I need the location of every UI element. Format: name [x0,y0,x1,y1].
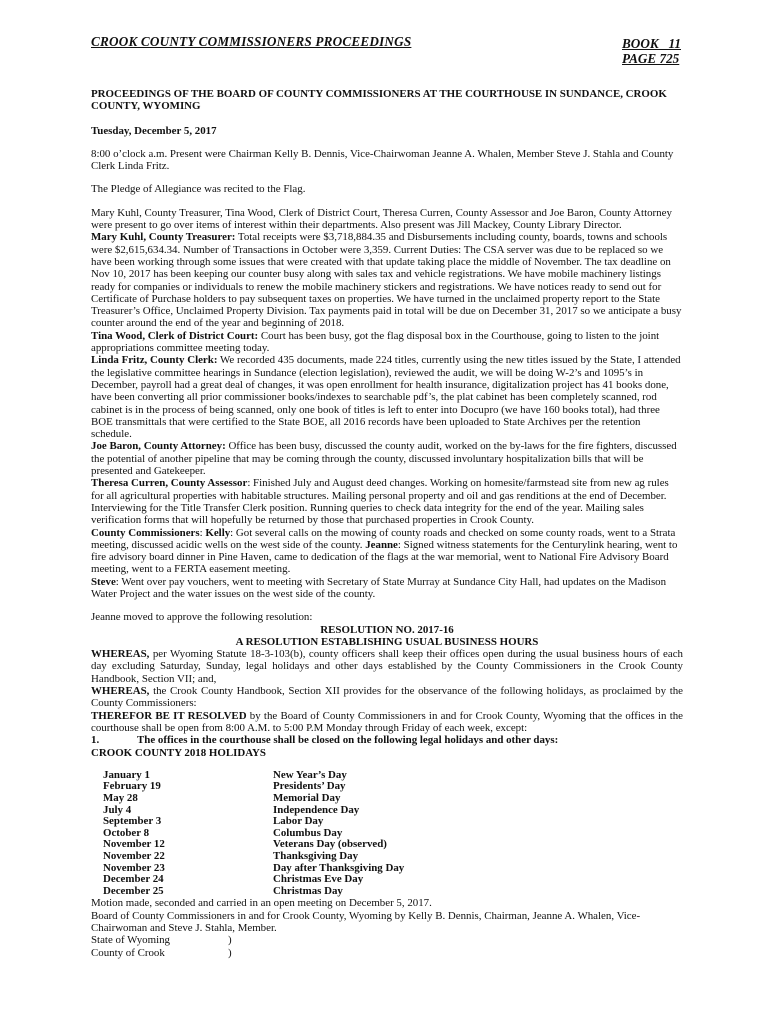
commissioner-jeanne: Jeanne [365,538,398,551]
venue-state [91,934,683,946]
holiday-name: Thanksgiving Day [273,850,359,862]
report-name: Theresa Curren, County Assessor [91,477,248,490]
resolution-item-1 [91,734,683,746]
holiday-date: December 25 [103,884,164,897]
therefore-clause [91,710,683,735]
holiday-date: November 23 [103,861,165,874]
holiday-date: January 1 [103,768,150,781]
holiday-date: November 12 [103,838,165,851]
holiday-row [103,863,683,875]
report-attorney [91,440,683,477]
venue-county [91,947,683,959]
whereas-text: the Crook County Handbook, Section XII provides for the observance of the following holidays, as proclaimed by the County Commissioners: [91,685,683,710]
whereas-1 [91,648,683,685]
therefore-label: THEREFOR BE IT RESOLVED [91,709,247,722]
holiday-name: Veterans Day (observed) [273,838,387,851]
intro-paragraph: 8:00 o’clock a.m. Present were Chairman Kelly B. Dennis, Vice-Chairwoman Jeanne A. Whalen, Member Steve J. Stahla and County Clerk Linda Fritz. [91,147,674,173]
closing-board: Board of County Commissioners in and for Crook County, Wyoming by Kelly B. Dennis, Chairman, Jeanne A. Whalen, Vice-Chairwoman and Steve J. Stahla, Member. [91,909,641,934]
document-page [91,36,683,959]
pledge-paragraph: The Pledge of Allegiance was recited to the Flag. [91,183,306,196]
report-text: We recorded 435 documents, made 224 titles, currently using the new titles issued by the State, I attended the legislative committee hearings in Sundance (election legislation), reviewed the audit, we will be doing W-2’s and 1095’s in December, payroll had a great deal of changes, it was open enrollment for health insurance, digitalization project has 41 books done, have been converting all prior commissioner books/indexes to searchable pdf’s, the plat cabinet has been completely scanned, rod cabinet is in the process of being scanned, only one book of titles is left to enter into Docupro (we have 160 books total), had three BOE transmittals that were certified to the State BOE, all 2016 records have been uploaded to State Archives per the retention schedule. [91,354,681,441]
commissioner-kelly: Kelly [205,526,231,539]
book-number: BOOK 11 [622,36,681,51]
resolution-number: RESOLUTION NO. 2017-16 [320,623,454,636]
holiday-row [103,816,683,828]
holiday-date: May 28 [103,792,138,805]
county-label: County of Crook [91,946,165,959]
holidays-title: CROOK COUNTY 2018 HOLIDAYS [91,746,266,759]
present-paragraph: Mary Kuhl, County Treasurer, Tina Wood, Clerk of District Court, Theresa Curren, County Assessor and Joe Baron, County Attorney were present to go over items of interest within their departments. Also present was Jill Mackey, County Library Director. [91,206,672,232]
meeting-date: Tuesday, December 5, 2017 [91,124,217,137]
header-title: CROOK COUNTY COMMISSIONERS PROCEEDINGS [91,34,412,49]
report-text: Total receipts were $3,718,884.35 and Disbursements including county, boards, towns and schools were $2,615,634.34. Number of Transactions in October were 3,359. Current Duties: The CSA server was due to be replaced so we have been working through some issues that were created with that update taking place the middle of November. The tax deadline on Nov 10, 2017 has been keeping our counter busy along with sales tax and vehicle registrations. We have mobile machinery listings ready for companies or individuals to renew the mobile machinery stickers and registrations. We have notices ready to send out for Certificate of Purchase holders to pay subsequent taxes on properties. We have turned in the unclaimed property report to the State Treasurer’s Office, Unclaimed Property Division. Tax payments paid in total will be due on December 31, 2017 so we anticipate a busy counter around the end of the year and beginning of 2018. [91,231,682,330]
motion-intro: Jeanne moved to approve the following resolution: [91,611,313,624]
closing-motion: Motion made, seconded and carried in an open meeting on December 5, 2017. [91,897,432,910]
county-brace: ) [228,946,232,959]
holiday-row [103,781,683,793]
book-page-reference [622,36,681,66]
commissioner-kelly-text: : Got several calls on the mowing of county roads and checked on some county roads, went to a Strata meeting, discussed acidic wells on the west side of the county. [91,526,676,551]
holiday-name: Columbus Day [273,826,343,839]
holiday-date: July 4 [103,803,132,816]
holiday-date: September 3 [103,815,162,828]
report-text: : Finished July and August deed changes. Working on homesite/farmstead site from new ag rules for all agricultural properties with habitable structures. Mailing personal property and oil and gas renditions at the end of December. Interviewing for the Title Transfer Clerk position. Running queries to check data integrity for the end of the year. Mailing sales verification forms that will hopefully be returned by those that purchased properties in Crook County. [91,477,669,527]
report-text: Court has been busy, got the flag disposal box in the Courthouse, going to listen to the joint appropriations committee meeting today. [91,329,660,355]
report-district-court [91,330,683,355]
commissioners-label: County Commissioners [91,526,200,539]
whereas-label: WHEREAS, [91,648,150,661]
report-name: Mary Kuhl, County Treasurer: [91,231,236,244]
holiday-date: November 22 [103,850,165,862]
report-name: Joe Baron, County Attorney: [91,440,226,453]
report-text: Office has been busy, discussed the county audit, worked on the by-laws for the fire fighters, discussed the potential of another pipeline that may be coming through the county, discussed involuntary hospitalization bills that will be presented and Gatekeeper. [91,440,677,478]
holiday-row [103,874,683,886]
whereas-2 [91,685,683,710]
commissioner-steve: Steve [91,575,116,588]
holiday-row [103,793,683,805]
state-label: State of Wyoming [91,934,170,947]
whereas-label: WHEREAS, [91,685,150,698]
holiday-name: Christmas Day [273,884,343,897]
holiday-row [103,770,683,782]
holiday-date: December 24 [103,873,164,886]
report-clerk [91,354,683,440]
report-name: Linda Fritz, County Clerk: [91,354,218,367]
holiday-name: Labor Day [273,815,324,828]
report-treasurer [91,231,683,329]
resolution-title: A RESOLUTION ESTABLISHING USUAL BUSINESS HOURS [235,635,539,648]
holiday-name: Memorial Day [273,792,341,805]
holiday-row [103,828,683,840]
holiday-name: Day after Thanksgiving Day [273,861,405,874]
commissioner-steve-text: : Went over pay vouchers, went to meeting with Secretary of State Murray at Sundance City Hall, had updates on the Madison Water Project and the water issues on the west side of the county. [91,575,667,600]
holiday-name: Presidents’ Day [273,780,346,793]
report-commissioner-steve [91,576,683,601]
holiday-row [103,805,683,817]
holiday-name: Christmas Eve Day [273,873,364,886]
item-text: The offices in the courthouse shall be closed on the following legal holidays and other days: [137,734,559,747]
page-header [91,36,683,66]
holiday-row [103,839,683,851]
item-number: 1. [91,734,100,747]
holiday-name: Independence Day [273,803,360,816]
holiday-row [103,886,683,898]
page-number: PAGE 725 [622,51,680,66]
holiday-date: February 19 [103,780,161,793]
report-commissioners: County Commissioners: Kelly: Got several calls on the mowing of county roads and checked on some county roads, went to a Strata meeting, discussed acidic wells on the west side of the county. Jeanne: Signed witness statements for the Centurylink hearing, went to fire advisory board dinner in Pine Haven, came to dedication of the flags at the war memorial, went to National Fire Advisory Board meeting, went to a FERTA easement meeting. [91,526,678,576]
commissioner-jeanne-text: : Signed witness statements for the Centurylink hearing, went to fire advisory board dinner in Pine Haven, came to dedication of the flags at the war memorial, went to National Fire Advisory Board meeting, went to a FERTA easement meeting. [91,538,678,576]
report-name: Tina Wood, Clerk of District Court: [91,329,259,342]
proceedings-heading: PROCEEDINGS OF THE BOARD OF COUNTY COMMISSIONERS AT THE COURTHOUSE IN SUNDANCE, CROOK COUNTY, WYOMING [91,88,667,113]
holiday-date: October 8 [103,826,150,839]
holiday-list [103,770,683,898]
whereas-text: per Wyoming Statute 18-3-103(b), county officers shall keep their offices open during the usual business hours of each day excluding Saturday, Sunday, legal holidays and other days established by the County Commissioners in the Crook County Handbook, Section VII; and, [91,648,683,685]
state-brace: ) [228,934,232,947]
therefore-text: by the Board of County Commissioners in and for Crook County, Wyoming that the offices in the courthouse shall be open from 8:00 A.M. to 5:00 P.M Monday through Friday of each week, except: [91,709,683,734]
report-assessor [91,477,683,526]
holiday-row [103,851,683,863]
holiday-name: New Year’s Day [273,768,347,781]
